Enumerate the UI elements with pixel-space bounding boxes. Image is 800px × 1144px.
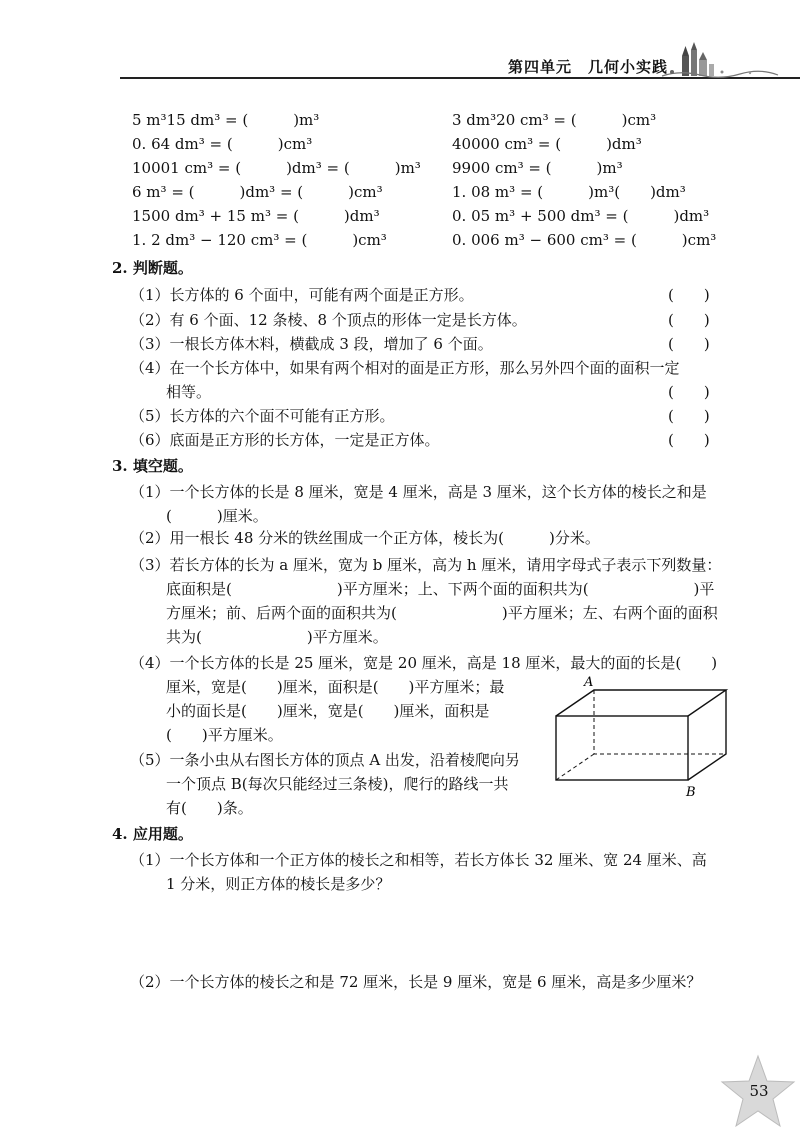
judge-item-4: （4）在一个长方体中，如果有两个相对的面是正方形，那么另外四个面的面积一定 <box>130 359 680 377</box>
apply-heading: 4. 应用题。 <box>112 825 193 843</box>
cuboid-top-face <box>556 690 726 716</box>
conversion-left-1: 5 m³15 dm³ = ( )m³ <box>132 111 320 129</box>
conversion-right-1: 3 dm³20 cm³ = ( )cm³ <box>452 111 657 129</box>
fill-item-4-line3: 小的面长是( )厘米，宽是( )厘米，面积是 <box>166 702 490 720</box>
cuboid-hidden-edges <box>594 690 726 754</box>
castle-decoration-icon <box>660 42 780 78</box>
conversion-right-4: 1. 08 m³ = ( )m³( )dm³ <box>452 183 686 201</box>
conversion-right-6: 0. 006 m³ − 600 cm³ = ( )cm³ <box>452 231 717 249</box>
conversion-right-5: 0. 05 m³ + 500 dm³ = ( )dm³ <box>452 207 710 225</box>
cuboid-hidden-edge-diag <box>556 754 594 780</box>
judge-item-3: （3）一根长方体木料，横截成 3 段，增加了 6 个面。 <box>130 335 493 353</box>
apply-item-2: （2）一个长方体的棱长之和是 72 厘米，长是 9 厘米，宽是 6 厘米，高是多少厘米？ <box>130 973 702 991</box>
conversion-left-2: 0. 64 dm³ = ( )cm³ <box>132 135 313 153</box>
cuboid-front-face <box>556 716 688 780</box>
page-header <box>0 0 800 90</box>
conversion-left-5: 1500 dm³ + 15 m³ = ( )dm³ <box>132 207 380 225</box>
fill-heading: 3. 填空题。 <box>112 457 193 475</box>
apply-item-1-cont: 1 分米，则正方体的棱长是多少？ <box>166 875 391 893</box>
fill-item-5: （5）一条小虫从右图长方体的顶点 A 出发，沿着棱爬向另 <box>130 751 520 769</box>
cuboid-figure <box>540 676 740 800</box>
fill-item-4-line4: ( )平方厘米。 <box>166 726 283 744</box>
judge-answer-5: ( ) <box>668 407 710 425</box>
unit-title: 第四单元 几何小实践 <box>508 58 669 76</box>
page-number: 53 <box>749 1082 769 1100</box>
fill-item-1-cont: ( )厘米。 <box>166 507 268 525</box>
judge-item-4-cont: 相等。 <box>166 383 212 401</box>
conversion-right-2: 40000 cm³ = ( )dm³ <box>452 135 642 153</box>
fill-item-3-line3: 方厘米；前、后两个面的面积共为( )平方厘米；左、右两个面的面积 <box>166 604 718 622</box>
judge-answer-6: ( ) <box>668 431 710 449</box>
vertex-label-b: B <box>686 785 696 800</box>
judge-answer-3: ( ) <box>668 335 710 353</box>
fill-item-5-line3: 有( )条。 <box>166 799 253 817</box>
judge-answer-4: ( ) <box>668 383 710 401</box>
fill-item-3-line4: 共为( )平方厘米。 <box>166 628 388 646</box>
judge-item-6: （6）底面是正方形的长方体，一定是正方体。 <box>130 431 440 449</box>
apply-item-1: （1）一个长方体和一个正方体的棱长之和相等，若长方体长 32 厘米、宽 24 厘米、高 <box>130 851 707 869</box>
fill-item-1: （1）一个长方体的长是 8 厘米，宽是 4 厘米，高是 3 厘米，这个长方体的棱长之和是 <box>130 483 707 501</box>
fill-item-4-line2: 厘米，宽是( )厘米，面积是( )平方厘米；最 <box>166 678 505 696</box>
vertex-label-a: A <box>584 676 594 690</box>
judge-answer-2: ( ) <box>668 311 710 329</box>
judge-heading: 2. 判断题。 <box>112 259 193 277</box>
conversion-left-3: 10001 cm³ = ( )dm³ = ( )m³ <box>132 159 421 177</box>
fill-item-5-line2: 一个顶点 B(每次只能经过三条棱)，爬行的路线一共 <box>166 775 509 793</box>
conversion-left-4: 6 m³ = ( )dm³ = ( )cm³ <box>132 183 383 201</box>
fill-item-3: （3）若长方体的长为 a 厘米，宽为 b 厘米，高为 h 厘米，请用字母式子表示下列数量： <box>130 556 722 574</box>
judge-answer-1: ( ) <box>668 286 710 304</box>
conversion-right-3: 9900 cm³ = ( )m³ <box>452 159 623 177</box>
fill-item-2: （2）用一根长 48 分米的铁丝围成一个正方体，棱长为( )分米。 <box>130 529 600 547</box>
fill-item-4: （4）一个长方体的长是 25 厘米，宽是 20 厘米，高是 18 厘米，最大的面的长是( ) <box>130 654 718 672</box>
judge-item-1: （1）长方体的 6 个面中，可能有两个面是正方形。 <box>130 286 474 304</box>
judge-item-5: （5）长方体的六个面不可能有正方形。 <box>130 407 395 425</box>
conversion-left-6: 1. 2 dm³ − 120 cm³ = ( )cm³ <box>132 231 387 249</box>
fill-item-3-line2: 底面积是( )平方厘米；上、下两个面的面积共为( )平 <box>166 580 715 598</box>
judge-item-2: （2）有 6 个面、12 条棱、8 个顶点的形体一定是长方体。 <box>130 311 527 329</box>
